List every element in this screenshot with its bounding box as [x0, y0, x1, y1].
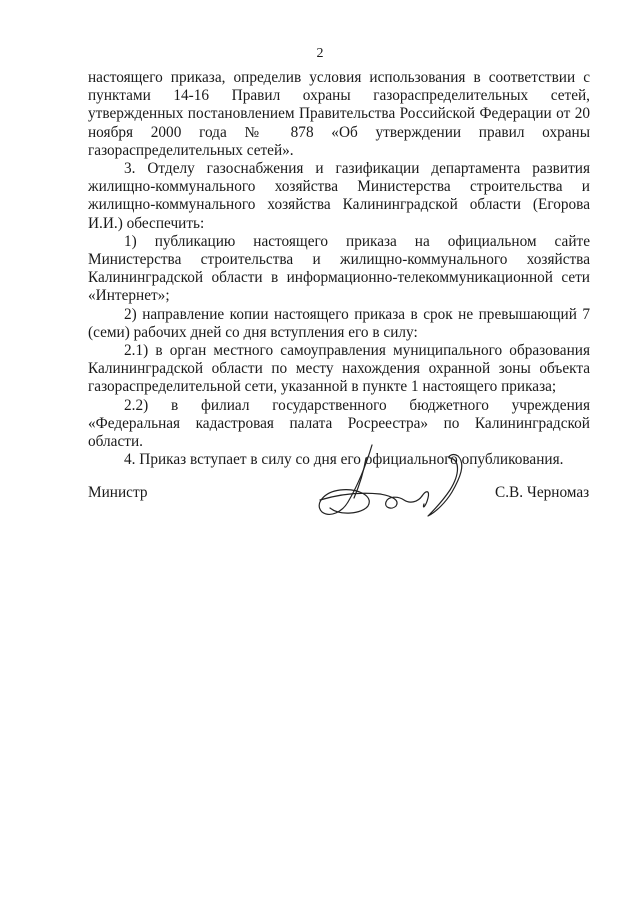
- paragraph: 2.1) в орган местного самоуправления муниципального образования Калининградской области по месту нахождения охранной зоны объекта газораспределительной сети, указанной в пункте 1 настоящего приказа;: [88, 342, 590, 396]
- paragraph: 2) направление копии настоящего приказа в срок не превышающий 7 (семи) рабочих дней со дня вступления его в силу:: [88, 305, 590, 341]
- document-body: [88, 69, 590, 469]
- handwritten-signature: [300, 440, 480, 530]
- signatory-name: С.В. Черномаз: [495, 484, 590, 501]
- signatory-title: Министр: [88, 484, 148, 501]
- paragraph: 1) публикацию настоящего приказа на официальном сайте Министерства строительства и жилищно-коммунального хозяйства Калининградской области в информационно-телекоммуникационной сети «Интернет»;: [88, 232, 590, 305]
- paragraph: 2.2) в филиал государственного бюджетного учреждения «Федеральная кадастровая палата Росреестра» по Калининградской области.: [88, 396, 590, 451]
- paragraph: настоящего приказа, определив условия использования в соответствии с пунктами 14-16 Правил охраны газораспределительных сетей, утвержденных постановлением Правительства Российской Федерации от 20 ноября 2000 года № 878 «Об утверждении правил охраны газораспределительных сетей».: [88, 69, 590, 159]
- page-number: 2: [316, 46, 324, 61]
- paragraph: 3. Отделу газоснабжения и газификации департамента развития жилищно-коммунального хозяйства Министерства строительства и жилищно-коммунального хозяйства Калининградской области (Егорова И.И.) обеспечить:: [88, 160, 590, 232]
- paragraph: 4. Приказ вступает в силу со дня его официального опубликования.: [124, 451, 564, 469]
